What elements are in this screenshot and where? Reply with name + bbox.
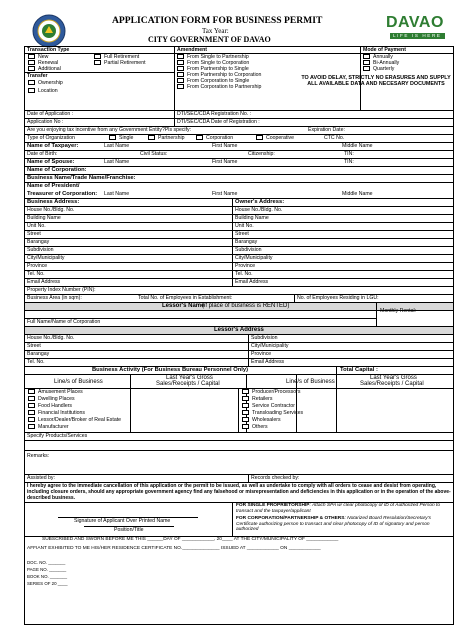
service-contractor-checkbox[interactable] — [242, 403, 249, 408]
president-label-line-1: Name of President/ — [27, 183, 80, 189]
location-checkbox[interactable] — [28, 88, 35, 93]
davao-brand-logo: DAVAO — [386, 14, 444, 31]
lessor-barangay: Barangay — [27, 351, 50, 357]
business-trade-name-label: Business Name/Trade Name/Franchise: — [27, 175, 136, 181]
full-retirement-checkbox[interactable] — [94, 54, 101, 59]
corporation-heading: FOR CORPORATION/PARTNERSHIP & OTHERS — [236, 516, 345, 521]
amend-item-4: From Partnership to Corporation — [187, 72, 262, 78]
financial-checkbox[interactable] — [28, 410, 35, 415]
lessor-dealer-checkbox[interactable] — [28, 417, 35, 422]
amendment-label: Amendment — [177, 47, 207, 53]
date-of-birth-label: Date of Birth: — [27, 151, 58, 157]
service-contractor-label: Service Contractor — [252, 403, 295, 409]
lessor-tel-no: Tel. No. — [27, 359, 45, 365]
lessor-street: Street — [27, 343, 41, 349]
food-handlers-checkbox[interactable] — [28, 403, 35, 408]
lessor-subdivision: Subdivision — [251, 335, 278, 341]
retailers-checkbox[interactable] — [242, 396, 249, 401]
expiration-date-label: Expiration Date: — [308, 127, 345, 133]
spouse-tin-label: TIN: — [344, 159, 354, 165]
no-erasures-notice: TO AVOID DELAY, STRICTLY NO ERASURES AND SUPPLY ALL AVAILABLE DATA AND NECESARY DOCUMENTS — [301, 75, 451, 88]
dti-date-label: DTI/SEC/CDA Date of Registration : — [177, 119, 260, 125]
amend-checkbox-6[interactable] — [177, 84, 184, 89]
total-employees-label: Total No. of Employees in Establishment: — [138, 295, 233, 301]
sole-proprietorship-text: : Attach SPA w/ clear photocopy of ID of Authorized Person to transact and the taxpayer/applicant — [236, 503, 441, 514]
wholesalers-checkbox[interactable] — [242, 417, 249, 422]
corporation-name-label: Name of Corporation: — [27, 167, 87, 173]
full-retirement-label: Full Retirement — [104, 54, 140, 60]
sole-proprietorship-note — [236, 503, 450, 514]
president-label-line-2: Treasurer of Corporation: — [27, 191, 98, 197]
biz-subdivision: Subdivision — [27, 247, 54, 253]
bi-annually-checkbox[interactable] — [363, 60, 370, 65]
owner-building-name: Building Name — [235, 215, 269, 221]
retailers-label: Retailers — [252, 396, 273, 402]
transfer-label: Transfer — [27, 73, 48, 79]
renewal-label: Renewal — [38, 60, 59, 66]
monthly-rental-label: Monthly Rental: — [380, 308, 417, 314]
book-no-line: BOOK NO. _______ — [27, 574, 68, 579]
annually-label: Annually — [373, 54, 393, 60]
amend-checkbox-5[interactable] — [177, 78, 184, 83]
business-area-label: Business Area (in sqm): — [27, 295, 82, 301]
tin-label: TIN: — [344, 151, 354, 157]
left-gross-header-1: Last Year's Gross — [166, 375, 213, 381]
tax-year-label: Tax Year: — [202, 27, 229, 35]
partial-retirement-checkbox[interactable] — [94, 60, 101, 65]
biz-barangay: Barangay — [27, 239, 50, 245]
owner-unit-no: Unit No. — [235, 223, 254, 229]
taxpayer-first-name-label: First Name — [212, 143, 238, 149]
lessor-city: City/Municipality — [251, 343, 289, 349]
biz-building-name: Building Name — [27, 215, 61, 221]
financial-institutions-label: Financial Institutions — [38, 410, 85, 416]
biz-tel-no: Tel. No. — [27, 271, 45, 277]
spouse-first-name-label: First Name — [212, 159, 238, 165]
amend-item-6: From Corporation to Partnership — [187, 84, 262, 90]
series-line: SERIES OF 20 ____ — [27, 581, 68, 586]
cooperative-label: Cooperative — [266, 135, 294, 141]
owner-tel-no: Tel. No. — [235, 271, 253, 277]
ownership-label: Ownership — [38, 80, 63, 86]
assisted-by-label: Assisted by: — [27, 475, 55, 481]
bi-annually-label: Bi-Annually — [373, 60, 400, 66]
corporation-text: : Notarized Board Resolution/Secretary's Certificate authorizing person to transact and clear photocopy of ID of signatory and person authorized — [236, 516, 431, 533]
civil-status-label: Civil Status: — [140, 151, 168, 157]
affiant-exhibited-text: AFFIANT EXHIBITED TO ME HIS/HER RESIDENCE CERTIFICATE NO.______________ ISSUED AT ____________ ON ____________ — [27, 546, 321, 551]
total-capital-label: Total Capital : — [340, 367, 378, 373]
additional-label: Additional — [38, 66, 61, 72]
owner-barangay: Barangay — [235, 239, 258, 245]
right-lines-header: Line/s of Business — [286, 379, 335, 385]
lessor-email: Email Address — [251, 359, 285, 365]
renewal-checkbox[interactable] — [28, 60, 35, 65]
manufacturer-checkbox[interactable] — [28, 424, 35, 429]
spouse-name-label: Name of Spouse: — [27, 159, 75, 165]
others-label: Others — [252, 424, 268, 430]
date-of-application-label: Date of Application : — [27, 111, 74, 117]
lessor-full-name-label: Full Name/Name of Corporation — [27, 319, 101, 325]
business-permit-form — [24, 14, 454, 626]
specify-products-label: Specify Products/Services — [27, 433, 88, 439]
biz-house-no: House No./Bldg. No. — [27, 207, 75, 213]
amend-item-5: From Corporation to Single — [187, 78, 250, 84]
manufacturer-label: Manufacturer — [38, 424, 69, 430]
pin-label: Property Index Number (PIN): — [27, 287, 96, 293]
amusement-places-label: Amusement Places — [38, 389, 83, 395]
left-lines-header: Line/s of Business — [54, 379, 103, 385]
agreement-statement: I hereby agree to the immediate cancellation of this application or the permit to be issued, as well as undertake to comply with all orders to cease and desist from operating, including closure orders, should any appropriate government agency find any falsehood or misrepresentation and deficiencies in this application or in the operation of the above-described business. — [27, 483, 451, 501]
employees-lgu-label: No. of Employees Residing in LGU: — [297, 295, 379, 301]
producer-checkbox[interactable] — [242, 389, 249, 394]
quarterly-label: Quarterly — [373, 66, 395, 72]
partnership-label: Partnership — [158, 135, 185, 141]
remarks-label: Remarks: — [27, 453, 50, 459]
corporation-note — [236, 516, 450, 533]
spouse-last-name-label: Last Name — [104, 159, 130, 165]
application-no-label: Application No : — [27, 119, 64, 125]
position-title-label: Position/Title — [114, 527, 144, 533]
signature-label: Signature of Applicant Over Printed Name — [74, 518, 171, 524]
records-checked-label: Records checked by: — [251, 475, 300, 481]
partial-retirement-label: Partial Retirement — [104, 60, 146, 66]
corporation-label: Corporation — [206, 135, 234, 141]
transloading-checkbox[interactable] — [242, 410, 249, 415]
biz-email: Email Address — [27, 279, 61, 285]
taxpayer-last-name-label: Last Name — [104, 143, 130, 149]
organization-type-label: Type of Organization — [27, 135, 75, 141]
amend-checkbox-3[interactable] — [177, 66, 184, 71]
location-label: Location — [38, 88, 58, 94]
dwelling-places-label: Dwelling Places — [38, 396, 75, 402]
ctc-no-label: CTC No. — [324, 135, 345, 141]
davao-city-seal — [32, 14, 66, 48]
lessor-house-no: House No./Bldg. No. — [27, 335, 75, 341]
biz-street: Street — [27, 231, 41, 237]
new-checkbox[interactable] — [28, 54, 35, 59]
owner-subdivision: Subdivision — [235, 247, 262, 253]
lessor-dealer-label: Lessor/Dealer/Broker of Real Estate — [38, 417, 122, 423]
owner-house-no: House No./Bldg. No. — [235, 207, 283, 213]
dti-registration-label: DTI/SEC/CDA Registration No. : — [177, 111, 252, 117]
right-gross-header-2: Sales/Receipts / Capital — [360, 381, 424, 387]
food-handlers-label: Food Handlers — [38, 403, 73, 409]
amend-item-1: From Single to Partnership — [187, 54, 249, 60]
amend-item-3: From Partnership to Single — [187, 66, 249, 72]
additional-checkbox[interactable] — [28, 66, 35, 71]
dwelling-checkbox[interactable] — [28, 396, 35, 401]
biz-province: Province — [27, 263, 48, 269]
owner-street: Street — [235, 231, 249, 237]
transloading-services-label: Transloading Services — [252, 410, 304, 416]
doc-no-line: DOC. NO. _______ — [27, 560, 66, 565]
owner-province: Province — [235, 263, 256, 269]
amusement-checkbox[interactable] — [28, 389, 35, 394]
cooperative-checkbox[interactable] — [256, 135, 263, 140]
single-label: Single — [119, 135, 134, 141]
amend-checkbox-4[interactable] — [177, 72, 184, 77]
owner-city: City/Municipality — [235, 255, 273, 261]
biz-unit-no: Unit No. — [27, 223, 46, 229]
president-last-name-label: Last Name — [104, 191, 130, 197]
partnership-checkbox[interactable] — [148, 135, 155, 140]
biz-city: City/Municipality — [27, 255, 65, 261]
business-activity-label: Business Activity (For Business Bureau Personnel Only) — [92, 367, 249, 373]
single-checkbox[interactable] — [109, 135, 116, 140]
ownership-checkbox[interactable] — [28, 80, 35, 85]
left-gross-header-2: Sales/Receipts / Capital — [156, 381, 220, 387]
business-address-label: Business Address: — [27, 199, 80, 205]
new-label: New — [38, 54, 49, 60]
president-middle-name-label: Middle Name — [342, 191, 373, 197]
sole-proprietorship-heading: FOR SINGLE PROPRIETORSHIP — [236, 503, 310, 508]
taxpayer-name-label: Name of Taxpayer: — [27, 143, 79, 149]
owner-address-label: Owner's Address: — [235, 199, 285, 205]
amend-checkbox-1[interactable] — [177, 54, 184, 59]
taxpayer-middle-name-label: Middle Name — [342, 143, 373, 149]
payment-mode-label: Mode of Payment — [363, 47, 406, 53]
president-first-name-label: First Name — [212, 191, 238, 197]
wholesalers-label: Wholesalers — [252, 417, 281, 423]
lessor-address-label: Lessor's Address — [214, 327, 264, 333]
amend-item-2: From Single to Corporation — [187, 60, 250, 66]
right-gross-header-1: Last Year's Gross — [370, 375, 417, 381]
davao-brand-tagline: LIFE IS HERE — [390, 33, 445, 39]
page-no-line: PAGE NO. _______ — [27, 567, 67, 572]
lessor-rented-note: (if place of business is RENTED) — [202, 303, 290, 309]
city-government-title: CITY GOVERNMENT OF DAVAO — [148, 35, 271, 44]
lessor-province: Province — [251, 351, 272, 357]
subscribed-sworn-text: SUBSCRIBED AND SWORN BEFORE ME THIS ______DAY OF ____________, 20____ AT THE CITY/MUNICIPALITY OF ____________ — [42, 537, 339, 542]
amend-checkbox-2[interactable] — [177, 60, 184, 65]
producer-processors-label: Producer/Processors — [252, 389, 301, 395]
others-checkbox[interactable] — [242, 424, 249, 429]
owner-email: Email Address — [235, 279, 269, 285]
tax-incentive-label: Are you enjoying tax incentive from any Government Entity?Pls specify: — [27, 127, 192, 133]
corporation-checkbox[interactable] — [196, 135, 203, 140]
annually-checkbox[interactable] — [363, 54, 370, 59]
citizenship-label: Citizenship: — [248, 151, 275, 157]
quarterly-checkbox[interactable] — [363, 66, 370, 71]
lessor-name-label: Lessor's Name — [162, 303, 205, 309]
form-title: APPLICATION FORM FOR BUSINESS PERMIT — [112, 15, 323, 26]
transaction-type-label: Transaction Type — [27, 47, 70, 53]
